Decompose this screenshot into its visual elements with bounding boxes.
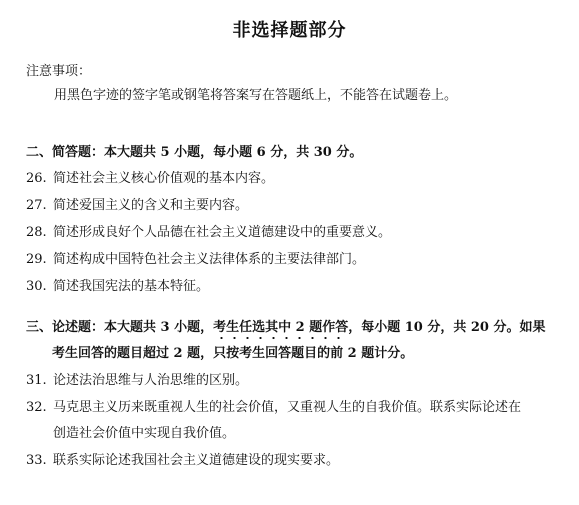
question-31 <box>26 369 248 388</box>
question-28 <box>26 221 391 240</box>
question-30 <box>26 275 209 294</box>
question-27 <box>26 194 248 213</box>
question-33 <box>26 449 339 468</box>
question-text: 简述社会主义核心价值观的基本内容。 <box>53 171 275 186</box>
question-number: 28. <box>26 225 47 240</box>
question-text: 简述形成良好个人品德在社会主义道德建设中的重要意义。 <box>53 225 392 240</box>
question-text: 简述我国宪法的基本特征。 <box>53 279 210 294</box>
question-32 <box>26 396 521 415</box>
question-26 <box>26 167 274 186</box>
section-2-heading: 二、简答题：本大题共 5 小题，每小题 6 分，共 30 分。 <box>26 145 363 160</box>
section-3-heading-part: 三、论述题：本大题共 3 小题， <box>26 320 214 335</box>
question-text: 简述构成中国特色社会主义法律体系的主要法律部门。 <box>53 252 366 267</box>
question-text: 马克思主义历来既重视人生的社会价值，又重视人生的自我价值。联系实际论述在 <box>53 400 522 415</box>
question-text: 联系实际论述我国社会主义道德建设的现实要求。 <box>53 453 340 468</box>
question-29 <box>26 248 365 267</box>
question-number: 29. <box>26 252 47 267</box>
question-number: 31. <box>26 373 47 388</box>
question-number: 30. <box>26 279 47 294</box>
question-number: 26. <box>26 171 47 186</box>
notice-label: 注意事项： <box>26 64 92 79</box>
section-3-heading-line2: 考生回答的题目超过 2 题，只按考生回答题目的前 2 题计分。 <box>52 346 414 361</box>
question-number: 32. <box>26 400 47 415</box>
question-number: 33. <box>26 453 47 468</box>
question-text: 论述法治思维与人治思维的区别。 <box>53 373 249 388</box>
page-title: 非选择题部分 <box>232 20 347 41</box>
section-3-heading-part: ，每小题 10 分，共 20 分。如果 <box>348 320 546 335</box>
question-number: 27. <box>26 198 47 213</box>
question-32-continued: 创造社会价值中实现自我价值。 <box>53 426 236 441</box>
section-3-heading <box>26 316 546 335</box>
notice-text: 用黑色字迹的签字笔或钢笔将答案写在答题纸上，不能答在试题卷上。 <box>54 88 458 103</box>
question-text: 简述爱国主义的含义和主要内容。 <box>53 198 249 213</box>
emphasized-instruction: 考生任选其中 2 题作答 <box>213 320 349 335</box>
